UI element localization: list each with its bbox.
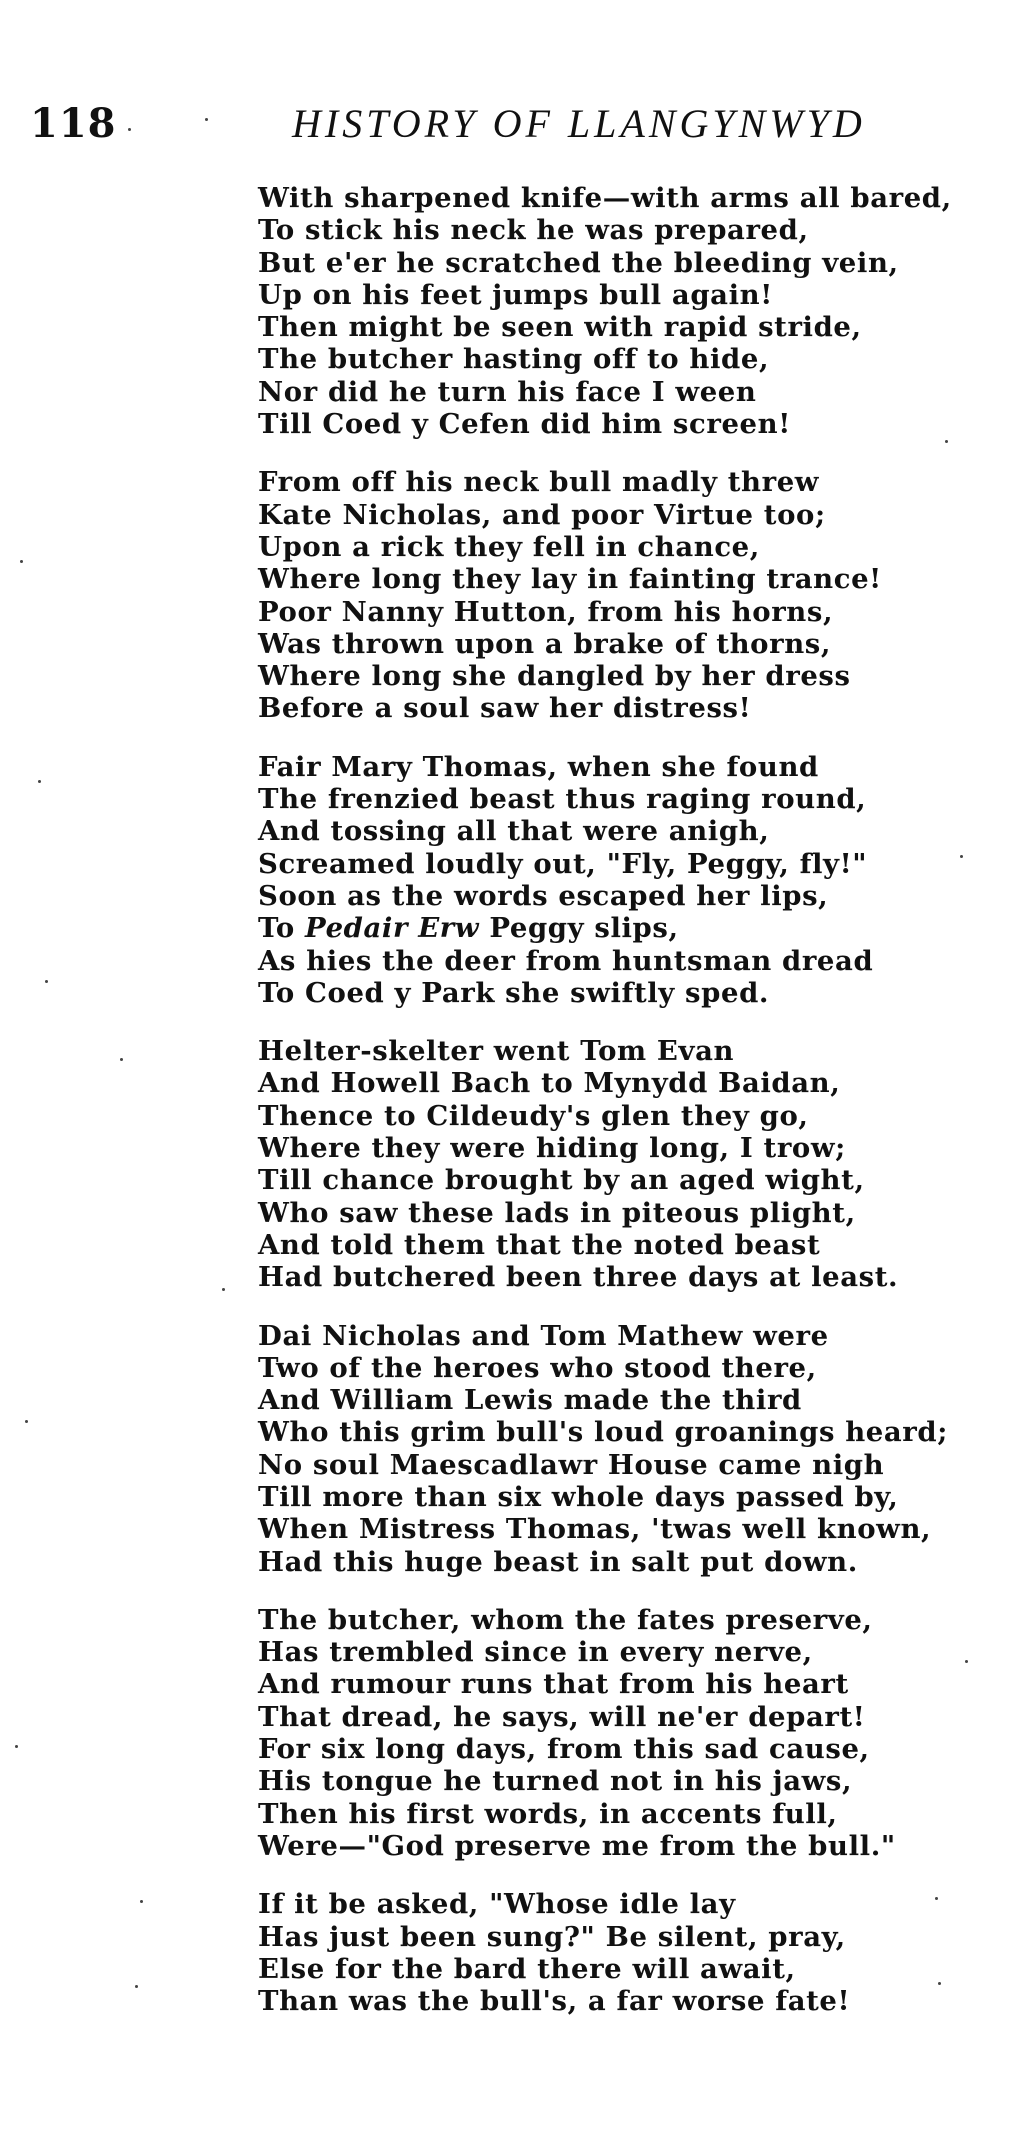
page-header: [30, 100, 990, 160]
poem-line: And rumour runs that from his heart: [258, 1668, 849, 1701]
line-prefix: To: [258, 912, 306, 945]
poem-line: Soon as the words escaped her lips,: [258, 879, 829, 912]
poem-line: Dai Nicholas and Tom Mathew were: [258, 1319, 829, 1352]
poem-line: For six long days, from this sad cause,: [258, 1733, 870, 1766]
scan-speck: [20, 560, 23, 563]
poem-line: Who saw these lads in piteous plight,: [258, 1196, 856, 1229]
scan-speck: [38, 780, 41, 783]
poem-line: His tongue he turned not in his jaws,: [258, 1765, 853, 1798]
poem-line: When Mistress Thomas, 'twas well known,: [258, 1513, 932, 1546]
poem-line: Helter-skelter went Tom Evan: [258, 1035, 735, 1068]
poem-line: Fair Mary Thomas, when she found: [258, 750, 819, 783]
poem-line: Than was the bull's, a far worse fate!: [258, 1985, 851, 2018]
poem-line: Has trembled since in every nerve,: [258, 1636, 813, 1669]
scan-speck: [960, 855, 963, 858]
scan-speck: [945, 440, 948, 443]
poem-line: Before a soul saw her distress!: [258, 692, 752, 725]
poem-line: Where they were hiding long, I trow;: [258, 1132, 846, 1165]
stanza-2: [258, 466, 958, 724]
poem-line: Till more than six whole days passed by,: [258, 1480, 899, 1513]
poem-line: That dread, he says, will ne'er depart!: [258, 1700, 866, 1733]
poem-line: Else for the bard there will await,: [258, 1952, 796, 1985]
poem-line: From off his neck bull madly threw: [258, 466, 820, 499]
poem-line-with-italic: [258, 912, 958, 944]
poem-line: Where long they lay in fainting trance!: [258, 563, 882, 596]
poem-line: Kate Nicholas, and poor Virtue too;: [258, 498, 826, 531]
poem-line: With sharpened knife—with arms all bared,: [258, 182, 952, 214]
poem-line: Poor Nanny Hutton, from his horns,: [258, 595, 834, 628]
scan-speck: [205, 118, 208, 121]
scan-speck: [135, 1985, 138, 1988]
poem: [258, 182, 958, 2043]
stanza-1: [258, 182, 958, 440]
poem-line: To Coed y Park she swiftly sped.: [258, 976, 770, 1009]
stanza-4: [258, 1035, 958, 1293]
scan-speck: [140, 1900, 143, 1903]
poem-line: Had butchered been three days at least.: [258, 1261, 899, 1294]
poem-line: The butcher, whom the fates preserve,: [258, 1603, 873, 1636]
scan-speck: [128, 128, 131, 131]
poem-line: Screamed loudly out, "Fly, Peggy, fly!": [258, 847, 868, 880]
poem-line: Till chance brought by an aged wight,: [258, 1164, 865, 1197]
poem-line: If it be asked, "Whose idle lay: [258, 1888, 736, 1921]
poem-line: Where long she dangled by her dress: [258, 660, 851, 693]
poem-line: Nor did he turn his face I ween: [258, 375, 757, 408]
poem-line: And Howell Bach to Mynydd Baidan,: [258, 1067, 841, 1100]
running-title: HISTORY OF LLANGYNWYD: [292, 101, 866, 146]
poem-line: Upon a rick they fell in chance,: [258, 530, 760, 563]
poem-line: And William Lewis made the third: [258, 1384, 802, 1417]
place-name-italic: Pedair Erw: [305, 912, 480, 945]
scan-speck: [45, 980, 48, 983]
scan-speck: [965, 1660, 968, 1663]
poem-line: And told them that the noted beast: [258, 1228, 821, 1261]
poem-line: Up on his feet jumps bull again!: [258, 278, 773, 311]
poem-line: To stick his neck he was prepared,: [258, 214, 809, 247]
stanza-3: [258, 751, 958, 1009]
poem-line: Had this huge beast in salt put down.: [258, 1545, 858, 1578]
scan-speck: [222, 1288, 225, 1291]
scan-speck: [25, 1420, 28, 1423]
poem-line: Was thrown upon a brake of thorns,: [258, 627, 832, 660]
poem-line: Then might be seen with rapid stride,: [258, 311, 862, 344]
poem-line: Has just been sung?" Be silent, pray,: [258, 1920, 846, 1953]
stanza-5: [258, 1320, 958, 1578]
poem-line: Thence to Cildeudy's glen they go,: [258, 1099, 809, 1132]
poem-line: No soul Maescadlawr House came nigh: [258, 1448, 885, 1481]
poem-line: The butcher hasting off to hide,: [258, 343, 770, 376]
poem-line: Till Coed y Cefen did him screen!: [258, 408, 791, 441]
poem-line: Who this grim bull's loud groanings heard;: [258, 1416, 948, 1449]
poem-line: Were—"God preserve me from the bull.": [258, 1829, 896, 1862]
page-number: 118: [30, 100, 117, 147]
stanza-6: [258, 1604, 958, 1862]
stanza-7: [258, 1888, 958, 2017]
poem-line: Two of the heroes who stood there,: [258, 1351, 817, 1384]
poem-line: But e'er he scratched the bleeding vein,: [258, 246, 899, 279]
scan-speck: [120, 1058, 123, 1061]
line-suffix: Peggy slips,: [479, 912, 679, 945]
poem-line: The frenzied beast thus raging round,: [258, 783, 867, 816]
poem-line: Then his first words, in accents full,: [258, 1797, 838, 1830]
poem-line: As hies the deer from huntsman dread: [258, 944, 874, 977]
scan-speck: [938, 1982, 941, 1985]
scan-speck: [935, 1897, 938, 1900]
poem-line: And tossing all that were anigh,: [258, 815, 770, 848]
scan-speck: [15, 1745, 18, 1748]
